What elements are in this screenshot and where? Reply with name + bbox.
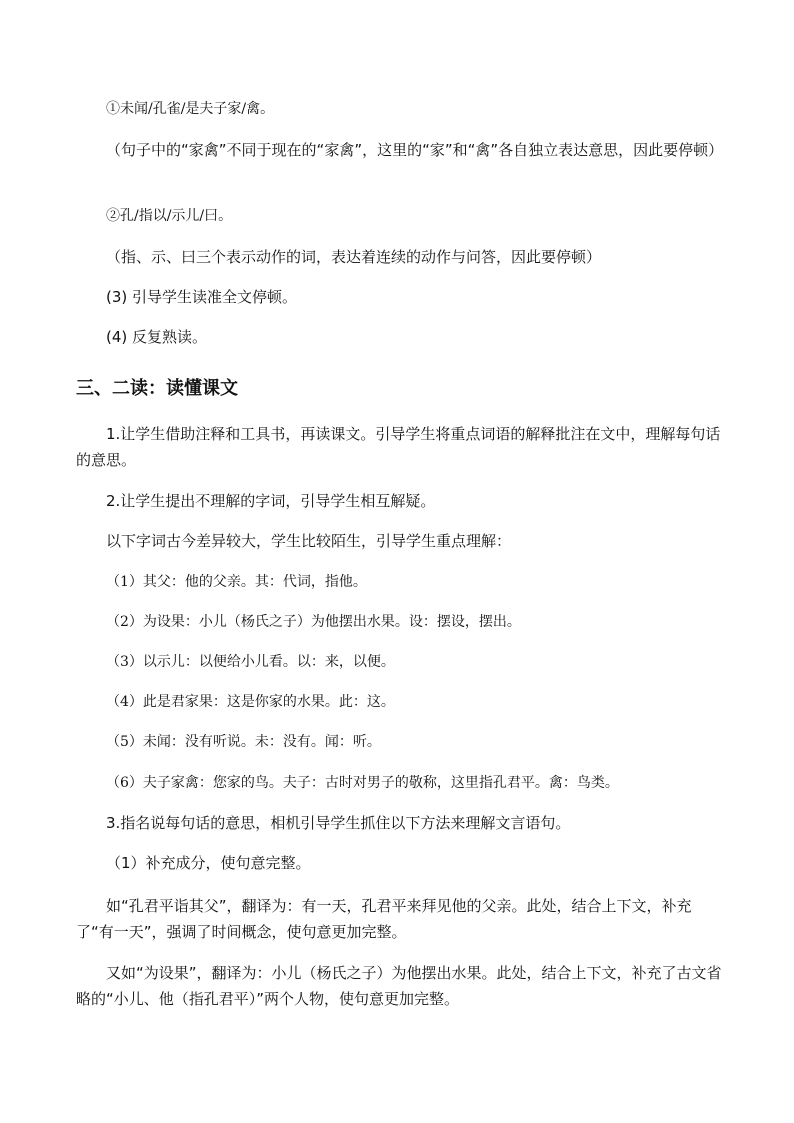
paragraph-note-1: （句子中的“家禽”不同于现在的“家禽”，这里的“家”和“禽”各自独立表达意思，因此要停顿） [106,141,724,159]
paragraph-note-2: （指、示、曰三个表示动作的词，表达着连续的动作与问答，因此要停顿） [106,248,602,266]
list-item: （3）以示儿：以便给小儿看。以：来，以便。 [106,654,395,670]
paragraph-step-3: (3) 引导学生读准全文停顿。 [106,288,298,306]
paragraph-example-2: ②孔/指以/示儿/曰。 [106,208,233,224]
list-item: （2）为设果：小儿（杨氏之子）为他摆出水果。设：摆设，摆出。 [106,614,521,630]
paragraph-instruction-2: 2.让学生提出不理解的字词，引导学生相互解疑。 [106,492,436,510]
list-item: （5）未闻：没有听说。未：没有。闻：听。 [106,734,381,750]
paragraph-instruction-3: 3.指名说每句话的意思，相机引导学生抓住以下方法来理解文言语句。 [106,814,571,832]
paragraph-example-1: ①未闻/孔雀/是夫子家/禽。 [106,101,275,117]
list-item: （6）夫子家禽：您家的鸟。夫子：古时对男子的敬称，这里指孔君平。禽：鸟类。 [106,775,619,791]
section-heading: 三、二读：读懂课文 [76,378,238,399]
list-item: （1）其父：他的父亲。其：代词，指他。 [106,574,367,590]
paragraph-step-4: (4) 反复熟读。 [106,328,208,346]
paragraph-example-translation-2: 又如“为设果”，翻译为：小儿（杨氏之子）为他摆出水果。此处，结合上下文，补充了古文省略的“小儿、他（指孔君平）”两个人物，使句意更加完整。 [76,964,722,1008]
list-item: （4）此是君家果：这是你家的水果。此：这。 [106,694,395,710]
paragraph-method-1: （1）补充成分，使句意完整。 [106,854,311,872]
paragraph-instruction-1: 1.让学生借助注释和工具书，再读课文。引导学生将重点词语的解释批注在文中，理解每句话的意思。 [76,425,721,469]
paragraph-example-translation-1: 如“孔君平诣其父”，翻译为：有一天，孔君平来拜见他的父亲。此处，结合上下文，补充了“有一天”，强调了时间概念，使句意更加完整。 [76,897,692,941]
paragraph-instruction-lead: 以下字词古今差异较大，学生比较陌生，引导学生重点理解： [106,532,512,550]
